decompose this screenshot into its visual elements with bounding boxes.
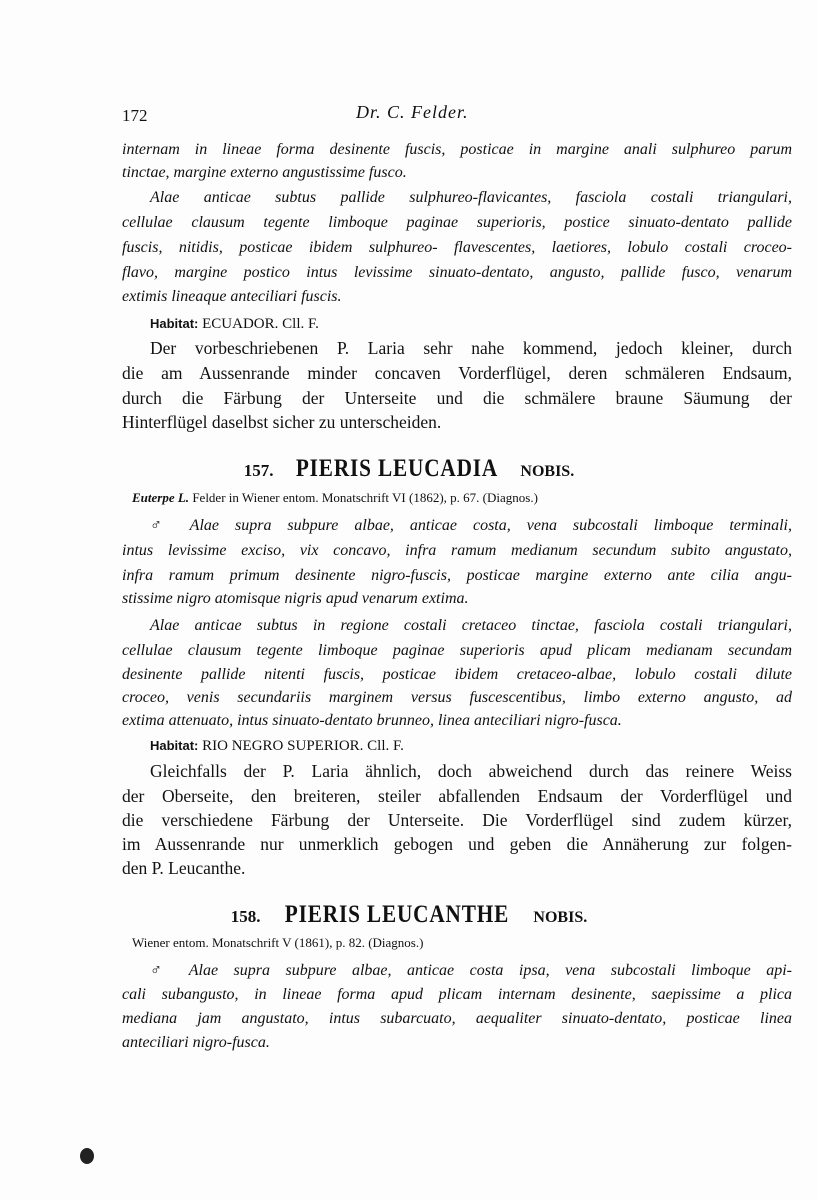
text-line: Alae anticae subtus in regione costali cretaceo tinctae, fasciola costali triangulari, bbox=[150, 617, 792, 634]
text-line: tinctae, margine externo angustissime fusco. bbox=[122, 164, 407, 181]
species-heading-157 bbox=[0, 455, 818, 483]
ink-spot bbox=[80, 1148, 94, 1164]
species-number: 157. bbox=[243, 461, 274, 480]
text-line: durch die Färbung der Unterseite und die schmälere braune Säumung der bbox=[122, 388, 792, 408]
text-line: flavo, margine postico intus levissime sinuato-dentato, angusto, pallide fusco, venarum bbox=[122, 264, 792, 281]
habitat-value: RIO NEGRO SUPERIOR. Cll. F. bbox=[202, 738, 404, 754]
text-line: desinente pallide nitenti fuscis, posticae ibidem cretaceo-albae, lobulo costali dilute bbox=[122, 666, 792, 683]
text-line: cellulae clausum tegente limboque paginae superioris, postice sinuato-dentato pallide bbox=[122, 214, 792, 231]
text-line: cali subangusto, in lineae forma apud plicam internam desinente, saepissime a plica bbox=[122, 986, 792, 1003]
text-line: fuscis, nitidis, posticae ibidem sulphureo- flavescentes, laetiores, lobulo costali croceo- bbox=[122, 239, 792, 256]
habitat-label: Habitat: bbox=[150, 316, 199, 331]
habitat-line bbox=[150, 738, 404, 755]
habitat-line bbox=[150, 316, 319, 333]
habitat-value: ECUADOR. Cll. F. bbox=[202, 316, 319, 332]
text-line: anteciliari nigro-fusca. bbox=[122, 1034, 270, 1051]
text-line: im Aussenrande nur unmerklich gebogen und geben die Annäherung zur folgen- bbox=[122, 834, 792, 854]
ref-text: Felder in Wiener entom. Monatschrift VI (1862), p. 67. (Diagnos.) bbox=[192, 490, 538, 505]
text-line: ♂ Alae supra subpure albae, anticae costa, vena subcostali limboque terminali, bbox=[150, 517, 792, 534]
text-line: die verschiedene Färbung der Unterseite. Die Vorderflügel sind zudem kürzer, bbox=[122, 810, 792, 830]
text-line: mediana jam angustato, intus subarcuato, aequaliter sinuato-dentato, posticae linea bbox=[122, 1010, 792, 1027]
reference-157 bbox=[132, 490, 538, 506]
text-line: intus levissime exciso, vix concavo, infra ramum medianum secundum subito angustato, bbox=[122, 542, 792, 559]
species-heading-158 bbox=[0, 901, 818, 929]
text-line: infra ramum primum desinente nigro-fuscis, posticae margine externo ante cilia angu- bbox=[122, 567, 792, 584]
species-name: PIERIS LEUCADIA bbox=[295, 455, 499, 482]
text-line: die am Aussenrande minder concaven Vorderflügel, deren schmäleren Endsaum, bbox=[122, 363, 792, 383]
text-line: Hinterflügel daselbst sicher zu unterscheiden. bbox=[122, 412, 442, 432]
text-line: cellulae clausum tegente limboque paginae superioris apud plicam medianam secundam bbox=[122, 642, 792, 659]
text-line: stissime nigro atomisque nigris apud venarum extima. bbox=[122, 590, 469, 607]
habitat-label: Habitat: bbox=[150, 738, 199, 753]
species-number: 158. bbox=[230, 907, 261, 926]
species-author: NOBIS. bbox=[533, 909, 588, 926]
text-line: Der vorbeschriebenen P. Laria sehr nahe kommend, jedoch kleiner, durch bbox=[150, 338, 792, 358]
text-line: ♂ Alae supra subpure albae, anticae costa ipsa, vena subcostali limboque api- bbox=[150, 962, 792, 979]
text-line: internam in lineae forma desinente fuscis, posticae in margine anali sulphureo parum bbox=[122, 141, 792, 158]
text-line: den P. Leucanthe. bbox=[122, 858, 246, 878]
text-line: extimis lineaque anteciliari fuscis. bbox=[122, 288, 342, 305]
page-number: 172 bbox=[122, 106, 148, 125]
text-line: extima attenuato, intus sinuato-dentato brunneo, linea anteciliari nigro-fusca. bbox=[122, 712, 622, 729]
text-line: der Oberseite, den breiteren, steiler abfallenden Endsaum der Vorderflügel und bbox=[122, 786, 792, 806]
species-author: NOBIS. bbox=[520, 463, 575, 480]
ref-genus: Euterpe L. bbox=[132, 490, 190, 505]
running-title: Dr. C. Felder. bbox=[356, 102, 469, 122]
species-name: PIERIS LEUCANTHE bbox=[284, 901, 510, 928]
text-line: croceo, venis secundariis marginem versus fuscescentibus, limbo externo angusto, ad bbox=[122, 689, 792, 706]
text-line: Alae anticae subtus pallide sulphureo-flavicantes, fasciola costali triangulari, bbox=[150, 189, 792, 206]
text-line: Gleichfalls der P. Laria ähnlich, doch abweichend durch das reinere Weiss bbox=[150, 761, 792, 781]
reference-158: Wiener entom. Monatschrift V (1861), p. 82. (Diagnos.) bbox=[132, 935, 424, 950]
